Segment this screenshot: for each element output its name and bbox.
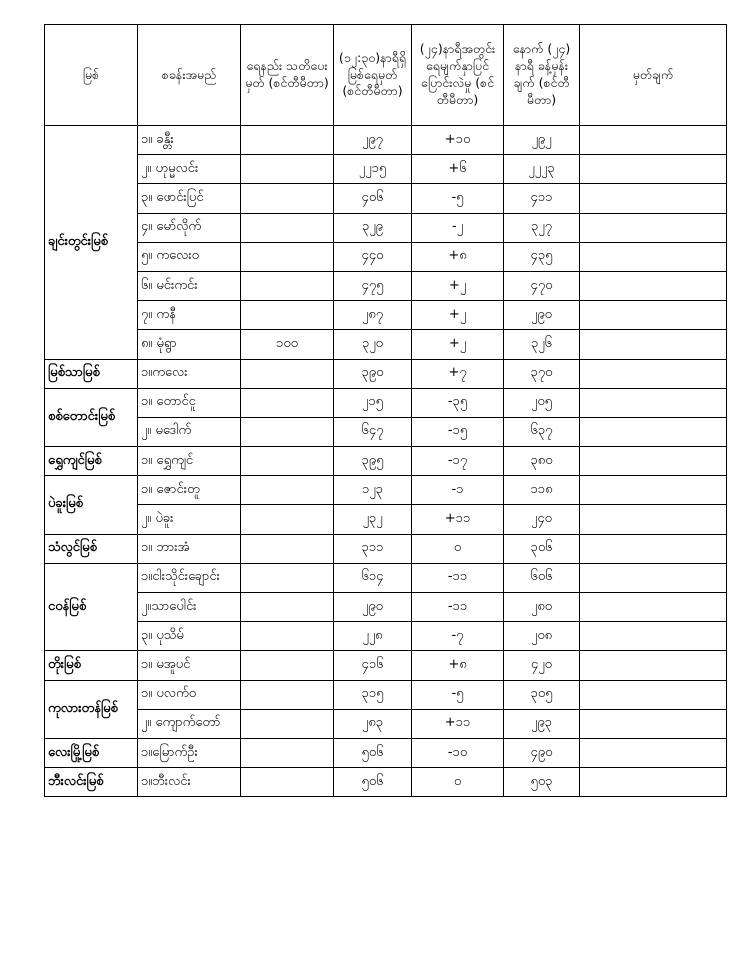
forecast-level: ၆၃၇ [504, 417, 580, 446]
water-level: ၂၉၀ [334, 593, 412, 622]
station-name: ၁။ဘီးလင်း [138, 768, 241, 797]
table-row [45, 709, 727, 738]
level-change: +၁၁ [412, 505, 504, 534]
forecast-level: ၃၇၀ [504, 359, 580, 388]
warning-level [241, 447, 334, 476]
warning-level [241, 651, 334, 680]
remark [580, 242, 727, 271]
water-level: ၂၂၁၅ [334, 155, 412, 184]
river-level-table [44, 24, 727, 797]
table-row [45, 271, 727, 300]
remark [580, 447, 727, 476]
station-name: ၆။ မင်းကင်း [138, 271, 241, 300]
table-row [45, 359, 727, 388]
station-name: ၁။ငါးသိုင်းချောင်း [138, 563, 241, 592]
table-body [45, 126, 727, 797]
water-level: ၆၁၄ [334, 563, 412, 592]
table-row [45, 301, 727, 330]
water-level: ၄၇၅ [334, 271, 412, 300]
river-name: ကုလားတန်မြစ် [45, 680, 138, 738]
level-change: -၇ [412, 622, 504, 651]
remark [580, 476, 727, 505]
station-name: ၅။ ကလေးဝ [138, 242, 241, 271]
warning-level [241, 417, 334, 446]
warning-level [241, 388, 334, 417]
water-level: ၁၂၃ [334, 476, 412, 505]
remark [580, 271, 727, 300]
remark [580, 184, 727, 213]
level-change: ၀ [412, 534, 504, 563]
forecast-level: ၂၀၅ [504, 388, 580, 417]
header-forecast: နောက် (၂၄) နာရီ ခန့်မှန်းချက် (စင်တီမီတာ) [504, 25, 580, 126]
station-name: ၁။ကလေး [138, 359, 241, 388]
forecast-level: ၃၀၅ [504, 680, 580, 709]
river-name: ငဝန်မြစ် [45, 563, 138, 651]
table-row [45, 622, 727, 651]
water-level: ၃၁၅ [334, 680, 412, 709]
forecast-level: ၃၂၆ [504, 330, 580, 359]
table-row [45, 680, 727, 709]
water-level: ၃၁၁ [334, 534, 412, 563]
water-level: ၂၁၅ [334, 388, 412, 417]
level-change: +၆ [412, 155, 504, 184]
station-name: ၁။မြောက်ဦး [138, 738, 241, 767]
river-name: လေးမြို့မြစ် [45, 738, 138, 767]
remark [580, 301, 727, 330]
forecast-level: ၂၉၃ [504, 709, 580, 738]
river-name: တိုးမြစ် [45, 651, 138, 680]
forecast-level: ၃၈၀ [504, 447, 580, 476]
header-river: မြစ် [45, 25, 138, 126]
level-change: -၁ [412, 476, 504, 505]
header-24h-change: (၂၄)နာရီအတွင်း ရေမျက်နှာပြင် ပြောင်းလဲမှု (စင်တီမီတာ) [412, 25, 504, 126]
remark [580, 738, 727, 767]
station-name: ၁။ တောင်ငူ [138, 388, 241, 417]
remark [580, 563, 727, 592]
warning-level [241, 505, 334, 534]
water-level: ၂၂၈ [334, 622, 412, 651]
header-station: စခန်းအမည် [138, 25, 241, 126]
forecast-level: ၃၂၇ [504, 213, 580, 242]
station-name: ၈။ မုံရွာ [138, 330, 241, 359]
water-level: ၂၈၇ [334, 301, 412, 330]
remark [580, 505, 727, 534]
station-name: ၂။ ဟုမ္မလင်း [138, 155, 241, 184]
river-name: သံလွင်မြစ် [45, 534, 138, 563]
water-level: ၃၉၅ [334, 447, 412, 476]
warning-level [241, 213, 334, 242]
level-change: -၁၇ [412, 447, 504, 476]
station-name: ၁။ ဘားအံ [138, 534, 241, 563]
water-level: ၄၁၆ [334, 651, 412, 680]
station-name: ၃။ ဖောင်းပြင် [138, 184, 241, 213]
forecast-level: ၃၀၆ [504, 534, 580, 563]
warning-level [241, 768, 334, 797]
station-name: ၇။ ကနီ [138, 301, 241, 330]
table-row [45, 447, 727, 476]
table-row [45, 388, 727, 417]
remark [580, 622, 727, 651]
water-level: ၂၈၃ [334, 709, 412, 738]
water-level: ၅၀၆ [334, 768, 412, 797]
forecast-level: ၄၂၀ [504, 651, 580, 680]
station-name: ၂။ ကျောက်တော် [138, 709, 241, 738]
table-row [45, 330, 727, 359]
table-row [45, 738, 727, 767]
station-name: ၂။ မဒေါက် [138, 417, 241, 446]
water-level: ၂၃၂ [334, 505, 412, 534]
remark [580, 680, 727, 709]
river-name: စစ်တောင်းမြစ် [45, 388, 138, 446]
table-row [45, 505, 727, 534]
remark [580, 417, 727, 446]
river-name: ဘီးလင်းမြစ် [45, 768, 138, 797]
river-name: ချင်းတွင်းမြစ် [45, 126, 138, 360]
river-name: မြစ်သာမြစ် [45, 359, 138, 388]
forecast-level: ၂၉၂ [504, 126, 580, 155]
table-row [45, 593, 727, 622]
warning-level [241, 738, 334, 767]
warning-level [241, 680, 334, 709]
water-level: ၆၄၇ [334, 417, 412, 446]
table-row [45, 534, 727, 563]
forecast-level: ၁၁၈ [504, 476, 580, 505]
warning-level [241, 563, 334, 592]
forecast-level: ၄၉၀ [504, 738, 580, 767]
table-row [45, 417, 727, 446]
water-level: ၃၉၀ [334, 359, 412, 388]
forecast-level: ၂၀၈ [504, 622, 580, 651]
station-name: ၁။ ဇောင်းတူ [138, 476, 241, 505]
station-name: ၁။ ခန္တီး [138, 126, 241, 155]
station-name: ၃။ ပုသိမ် [138, 622, 241, 651]
station-name: ၄။ မော်လိုက် [138, 213, 241, 242]
level-change: -၁၀ [412, 738, 504, 767]
level-change: +၁၀ [412, 126, 504, 155]
level-change: +၂ [412, 330, 504, 359]
warning-level [241, 301, 334, 330]
warning-level [241, 155, 334, 184]
table-row [45, 768, 727, 797]
station-name: ၁။ ပလက်ဝ [138, 680, 241, 709]
station-name: ၁။ မအူပင် [138, 651, 241, 680]
table-row [45, 563, 727, 592]
station-name: ၁။ ရွှေကျင် [138, 447, 241, 476]
station-name: ၂။ ပဲခူး [138, 505, 241, 534]
table-row [45, 651, 727, 680]
warning-level [241, 242, 334, 271]
remark [580, 213, 727, 242]
header-remark: မှတ်ချက် [580, 25, 727, 126]
header-water-level: (၁၂:၃၀)နာရီရှိ မြစ်ရေမှတ် (စင်တီမီတာ) [334, 25, 412, 126]
forecast-level: ၂၄၀ [504, 505, 580, 534]
level-change: -၁၁ [412, 563, 504, 592]
river-name: ရွှေကျင်မြစ် [45, 447, 138, 476]
warning-level [241, 271, 334, 300]
remark [580, 651, 727, 680]
river-name: ပဲခူးမြစ် [45, 476, 138, 534]
level-change: +၁၁ [412, 709, 504, 738]
remark [580, 388, 727, 417]
level-change: -၁၁ [412, 593, 504, 622]
remark [580, 359, 727, 388]
water-level: ၄၀၆ [334, 184, 412, 213]
table-row [45, 242, 727, 271]
water-level: ၃၂၉ [334, 213, 412, 242]
remark [580, 126, 727, 155]
level-change: -၅ [412, 680, 504, 709]
forecast-level: ၄၁၁ [504, 184, 580, 213]
warning-level [241, 622, 334, 651]
level-change: -၁၅ [412, 417, 504, 446]
level-change: +၂ [412, 271, 504, 300]
forecast-level: ၂၉၀ [504, 301, 580, 330]
header-row [45, 25, 727, 126]
remark [580, 593, 727, 622]
level-change: -၃၅ [412, 388, 504, 417]
table-row [45, 155, 727, 184]
warning-level [241, 534, 334, 563]
warning-level: ၁၀၀ [241, 330, 334, 359]
header-warning-level: ရေနည်း သတိပေးမှတ် (စင်တီမီတာ) [241, 25, 334, 126]
level-change: +၈ [412, 651, 504, 680]
warning-level [241, 593, 334, 622]
table-row [45, 126, 727, 155]
level-change: -၂ [412, 213, 504, 242]
level-change: ၀ [412, 768, 504, 797]
warning-level [241, 709, 334, 738]
level-change: -၅ [412, 184, 504, 213]
table-row [45, 476, 727, 505]
level-change: +၇ [412, 359, 504, 388]
remark [580, 330, 727, 359]
level-change: +၂ [412, 301, 504, 330]
forecast-level: ၂၂၂၃ [504, 155, 580, 184]
remark [580, 155, 727, 184]
forecast-level: ၄၇၀ [504, 271, 580, 300]
remark [580, 534, 727, 563]
forecast-level: ၅၀၃ [504, 768, 580, 797]
forecast-level: ၄၃၅ [504, 242, 580, 271]
water-level: ၂၉၇ [334, 126, 412, 155]
warning-level [241, 126, 334, 155]
table-row [45, 213, 727, 242]
remark [580, 709, 727, 738]
warning-level [241, 184, 334, 213]
level-change: +၈ [412, 242, 504, 271]
water-level: ၄၄၀ [334, 242, 412, 271]
water-level: ၅၀၆ [334, 738, 412, 767]
forecast-level: ၂၈၀ [504, 593, 580, 622]
station-name: ၂။သာပေါင်း [138, 593, 241, 622]
warning-level [241, 359, 334, 388]
table-row [45, 184, 727, 213]
warning-level [241, 476, 334, 505]
forecast-level: ၆၀၆ [504, 563, 580, 592]
water-level: ၃၂၀ [334, 330, 412, 359]
remark [580, 768, 727, 797]
